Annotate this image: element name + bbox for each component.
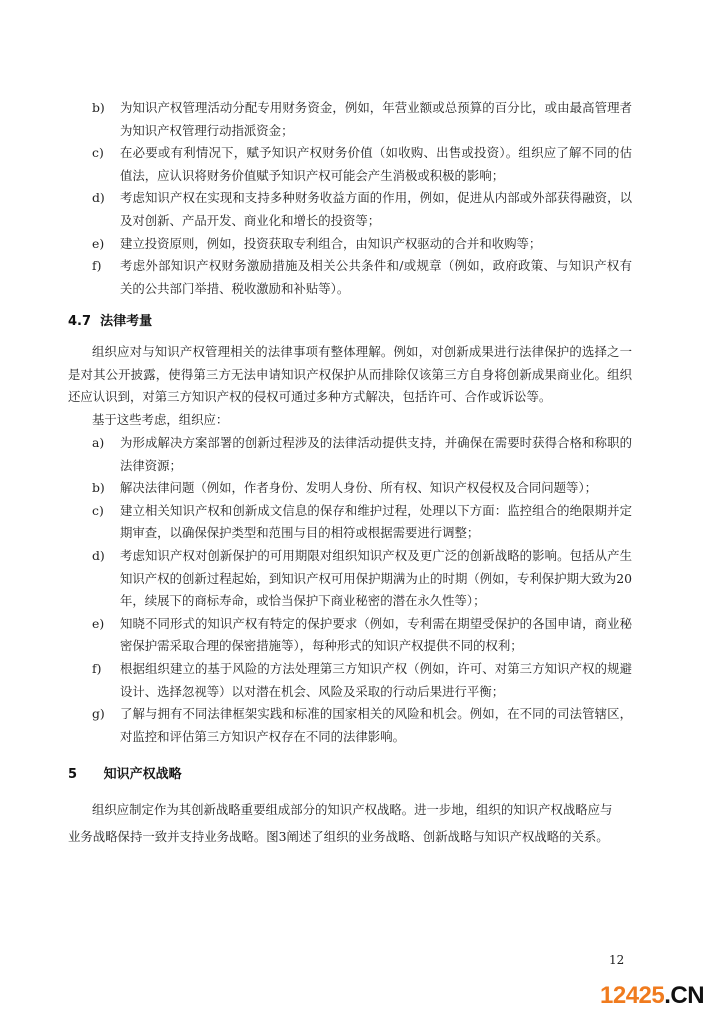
list-item-text: 建立相关知识产权和创新成文信息的保存和维护过程，处理以下方面：监控组合的绝限期并定	[120, 502, 632, 518]
intro-paragraph-line: 还应认识到，对第三方知识产权的侵权可通过多种方式解决，包括许可、合作或诉讼等。	[68, 389, 552, 405]
list-item-label: b)	[92, 480, 105, 496]
section-title: 法律考量	[100, 314, 153, 329]
list-item-text: 关的公共部门举措、税收激励和补贴等）。	[120, 280, 350, 296]
page-number: 12	[609, 953, 625, 967]
list-item-text: 法律资源；	[120, 457, 182, 473]
list-item-text: 了解与拥有不同法律框架实践和标准的国家相关的风险和机会。例如，在不同的司法管辖区，	[120, 706, 632, 722]
list-item-text: 为知识产权管理活动分配专用财务资金，例如，年营业额或总预算的百分比，或由最高管理者	[120, 100, 632, 115]
watermark-suffix: .CN	[664, 982, 705, 1009]
list-item-text: 为知识产权管理行动指派资金；	[120, 122, 294, 138]
list-item-text: 为形成解决方案部署的创新过程涉及的法律活动提供支持，并确保在需要时获得合格和称职的	[120, 435, 632, 450]
list-item-label: e)	[92, 235, 105, 251]
list-item-text: 建立投资原则，例如，投资获取专利组合，由知识产权驱动的合并和收购等；	[120, 235, 542, 251]
list-item-text: 知晓不同形式的知识产权有特定的保护要求（例如，专利需在期望受保护的各国申请，商业秘	[120, 615, 632, 631]
list-item-label: g)	[92, 706, 105, 722]
list-item-label: b)	[92, 100, 105, 115]
list-item-text: 考虑知识产权在实现和支持多种财务收益方面的作用，例如，促进从内部或外部获得融资，以	[120, 190, 632, 206]
list-item-text: 在必要或有利情况下，赋予知识产权财务价值（如收购、出售或投资）。组织应了解不同的估	[120, 145, 632, 161]
list-item-text: 根据组织建立的基于风险的方法处理第三方知识产权（例如，许可、对第三方知识产权的规避	[120, 661, 632, 676]
list-item-text: 知识产权的创新过程起始，到知识产权可用保护期满为止的时期（例如，专利保护期大致为20	[120, 570, 632, 586]
list-item-label: d)	[92, 190, 105, 206]
list-item-label: c)	[92, 145, 104, 161]
list-item-label: a)	[92, 435, 105, 450]
watermark-digits: 12425	[600, 982, 665, 1009]
list-item-text: 值法，应认识将财务价值赋予知识产权可能会产生消极或积极的影响；	[120, 167, 505, 183]
list-item-label: e)	[92, 615, 105, 631]
section-5-heading	[68, 764, 182, 786]
list-item-text: 年，续展下的商标寿命，或恰当保护下商业秘密的潜在永久性等）；	[120, 593, 486, 609]
lead-sentence: 基于这些考虑，组织应：	[92, 412, 229, 427]
watermark-logo	[600, 982, 704, 1010]
list-item-text: 期审查，以确保保护类型和范围与目的相符或根据需要进行调整；	[120, 525, 480, 541]
section-5-paragraph-line: 组织应制定作为其创新战略重要组成部分的知识产权战略。进一步地，组织的知识产权战略应与	[92, 802, 613, 817]
list-item-text: 设计、选择忽视等）以对潜在机会、风险及采取的行动后果进行平衡；	[120, 683, 505, 699]
list-item-label: f)	[92, 258, 102, 274]
section-4-7-heading	[68, 311, 152, 333]
list-item-label: f)	[92, 661, 102, 676]
list-item-text: 密保护需采取合理的保密措施等），每种形式的知识产权提供不同的权利；	[120, 638, 523, 654]
list-item-text: 解决法律问题（例如，作者身份、发明人身份、所有权、知识产权侵权及合同问题等）；	[120, 480, 598, 496]
list-item-label: d)	[92, 548, 105, 563]
list-item-text: 及对创新、产品开发、商业化和增长的投资等；	[120, 213, 381, 228]
section-number: 4.7	[68, 314, 92, 329]
intro-paragraph-line: 是对其公开披露，使得第三方无法申请知识产权保护从而排除仅该第三方自身将创新成果商业化。组织	[68, 366, 632, 382]
section-title: 知识产权战略	[103, 767, 182, 782]
intro-paragraph-line: 组织应对与知识产权管理相关的法律事项有整体理解。例如，对创新成果进行法律保护的选择之一	[92, 344, 632, 359]
list-item-text: 对监控和评估第三方知识产权存在不同的法律影响。	[120, 728, 405, 744]
list-item-label: c)	[92, 502, 104, 518]
list-item-text: 考虑外部知识产权财务激励措施及相关公共条件和/或规章（例如，政府政策、与知识产权有	[120, 258, 632, 274]
list-item-text: 考虑知识产权对创新保护的可用期限对组织知识产权及更广泛的创新战略的影响。包括从产生	[120, 548, 632, 563]
section-number: 5	[68, 767, 78, 782]
section-5-paragraph-line: 业务战略保持一致并支持业务战略。图3阐述了组织的业务战略、创新战略与知识产权战略的关系。	[68, 828, 609, 844]
